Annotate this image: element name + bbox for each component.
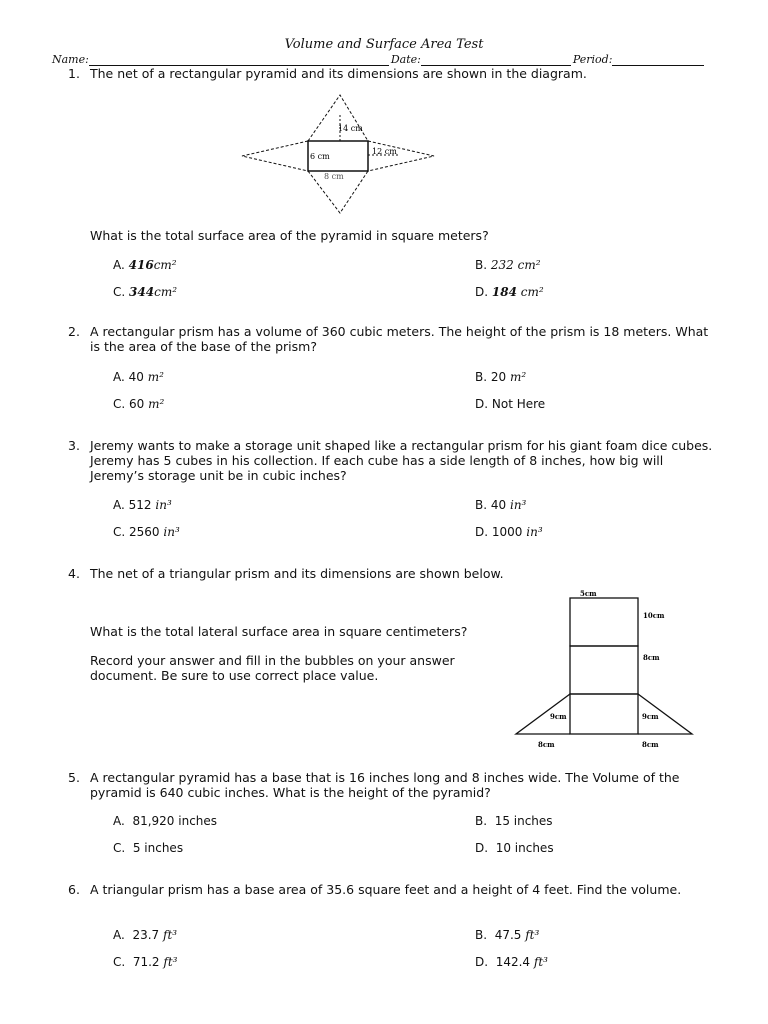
question-5	[68, 770, 718, 800]
q3-choice-b[interactable]	[475, 498, 526, 512]
name-blank[interactable]	[89, 54, 389, 66]
choice-letter: B.	[475, 258, 488, 272]
q6-choice-b[interactable]	[475, 928, 539, 942]
question-number: 5.	[68, 770, 80, 785]
length-label: 8 cm	[324, 172, 344, 181]
choice-value: 10 inches	[495, 841, 554, 855]
period-blank[interactable]	[612, 54, 704, 66]
question-1	[68, 66, 718, 81]
q1-choice-b[interactable]	[475, 258, 541, 272]
choice-value: 142.4	[495, 955, 531, 969]
question-1-prompt	[68, 228, 718, 243]
date-blank[interactable]	[421, 54, 571, 66]
choice-letter: A.	[113, 370, 125, 384]
top-edge-label: 5cm	[580, 589, 597, 598]
choice-value: 47.5	[494, 928, 522, 942]
choice-value: 20	[490, 370, 507, 384]
choice-value: 71.2	[132, 955, 160, 969]
name-label: Name:	[52, 53, 89, 66]
bottom-right-label: 8cm	[642, 740, 659, 749]
question-number: 3.	[68, 438, 80, 453]
question-4-instructions	[68, 653, 498, 683]
choice-unit: m²	[509, 370, 527, 384]
q3-choice-c[interactable]	[113, 525, 180, 539]
choice-value: 2560	[129, 525, 160, 539]
period-label: Period:	[572, 53, 613, 66]
question-6	[68, 882, 718, 897]
q5-choice-d[interactable]	[475, 841, 554, 855]
q5-choice-a[interactable]	[113, 814, 217, 828]
choice-unit: in³	[509, 498, 527, 512]
choice-letter: D.	[475, 841, 489, 855]
choice-letter: D.	[475, 397, 489, 411]
choice-value: 40	[128, 370, 144, 384]
choice-letter: A.	[113, 258, 125, 272]
triangular-prism-net-diagram	[512, 586, 696, 752]
choice-unit: cm²	[520, 285, 544, 299]
choice-letter: A.	[113, 498, 125, 512]
choice-value: 512	[128, 498, 152, 512]
question-number: 1.	[68, 66, 80, 81]
choice-unit: cm²	[154, 285, 178, 299]
choice-letter: C.	[113, 285, 126, 299]
q2-choice-b[interactable]	[475, 370, 526, 384]
q1-choice-a[interactable]	[113, 258, 177, 272]
question-instructions: Record your answer and fill in the bubbles on your answer document. Be sure to use correct place value.	[90, 653, 455, 683]
choice-value: 232	[490, 258, 514, 272]
choice-value: Not Here	[491, 397, 546, 411]
question-prompt: What is the total surface area of the pyramid in square meters?	[90, 228, 489, 243]
question-number: 6.	[68, 882, 80, 897]
choice-letter: D.	[475, 955, 489, 969]
side-slant-label: 12 cm	[372, 147, 397, 156]
choice-unit: ft³	[525, 928, 540, 942]
height-2-label: 8cm	[643, 653, 660, 662]
choice-letter: A.	[113, 928, 125, 942]
question-text: Jeremy wants to make a storage unit shaped like a rectangular prism for his giant foam dice cubes. Jeremy has 5 cubes in his collection. If each cube has a side length of 8 inches, how big will Jeremy’s storage unit be in cubic inches?	[90, 438, 713, 483]
choice-letter: B.	[475, 498, 488, 512]
choice-unit: m²	[147, 370, 164, 384]
choice-unit: ft³	[163, 955, 178, 969]
choice-unit: in³	[163, 525, 180, 539]
choice-unit: in³	[526, 525, 543, 539]
choice-value: 1000	[491, 525, 523, 539]
choice-value: 40	[490, 498, 507, 512]
pyramid-net-diagram	[240, 93, 436, 215]
q2-choice-c[interactable]	[113, 397, 164, 411]
question-text: The net of a triangular prism and its dimensions are shown below.	[90, 566, 504, 581]
question-2	[68, 324, 718, 354]
question-text: The net of a rectangular pyramid and its dimensions are shown in the diagram.	[90, 66, 587, 81]
question-text: A triangular prism has a base area of 35.6 square feet and a height of 4 feet. Find the volume.	[90, 882, 682, 897]
question-3	[68, 438, 718, 483]
right-side-label: 9cm	[642, 712, 659, 721]
question-prompt: What is the total lateral surface area in square centimeters?	[90, 624, 468, 639]
choice-letter: A.	[113, 814, 125, 828]
choice-value: 5 inches	[132, 841, 184, 855]
choice-letter: B.	[475, 814, 488, 828]
choice-letter: B.	[475, 928, 488, 942]
q3-choice-d[interactable]	[475, 525, 543, 539]
choice-value: 81,920 inches	[132, 814, 218, 828]
bottom-left-label: 8cm	[538, 740, 555, 749]
choice-unit: ft³	[533, 955, 548, 969]
question-text: A rectangular prism has a volume of 360 cubic meters. The height of the prism is 18 meters. What is the area of the base of the prism?	[90, 324, 709, 354]
height-1-label: 10cm	[643, 611, 665, 620]
q2-choice-a[interactable]	[113, 370, 164, 384]
choice-letter: B.	[475, 370, 488, 384]
choice-value: 344	[129, 285, 155, 299]
question-number: 4.	[68, 566, 80, 581]
q3-choice-a[interactable]	[113, 498, 172, 512]
q2-choice-d[interactable]	[475, 397, 545, 411]
choice-letter: D.	[475, 525, 489, 539]
q6-choice-c[interactable]	[113, 955, 177, 969]
q5-choice-b[interactable]	[475, 814, 553, 828]
question-number: 2.	[68, 324, 80, 339]
choice-letter: C.	[113, 397, 126, 411]
student-info-line	[52, 53, 722, 66]
choice-letter: C.	[113, 955, 126, 969]
choice-unit: m²	[148, 397, 165, 411]
q6-choice-d[interactable]	[475, 955, 548, 969]
slant-height-label: 14 cm	[338, 124, 363, 133]
width-label: 6 cm	[310, 152, 330, 161]
choice-letter: C.	[113, 525, 126, 539]
choice-value: 23.7	[132, 928, 160, 942]
choice-value: 15 inches	[494, 814, 553, 828]
question-text: A rectangular pyramid has a base that is 16 inches long and 8 inches wide. The Volume of the pyramid is 640 cubic inches. What is the height of the pyramid?	[90, 770, 680, 800]
left-side-label: 9cm	[550, 712, 567, 721]
choice-value: 60	[129, 397, 145, 411]
question-4	[68, 566, 718, 581]
date-label: Date:	[390, 53, 421, 66]
page-title: Volume and Surface Area Test	[284, 37, 484, 52]
q5-choice-c[interactable]	[113, 841, 183, 855]
choice-unit: ft³	[163, 928, 178, 942]
q6-choice-a[interactable]	[113, 928, 177, 942]
choice-unit: cm²	[517, 258, 541, 272]
q1-choice-d[interactable]	[475, 285, 544, 299]
q1-choice-c[interactable]	[113, 285, 177, 299]
choice-letter: D.	[475, 285, 489, 299]
choice-unit: in³	[155, 498, 172, 512]
choice-value: 416	[128, 258, 154, 272]
choice-unit: cm²	[153, 258, 177, 272]
choice-letter: C.	[113, 841, 126, 855]
choice-value: 184	[491, 285, 517, 299]
question-4-prompt	[68, 624, 488, 639]
